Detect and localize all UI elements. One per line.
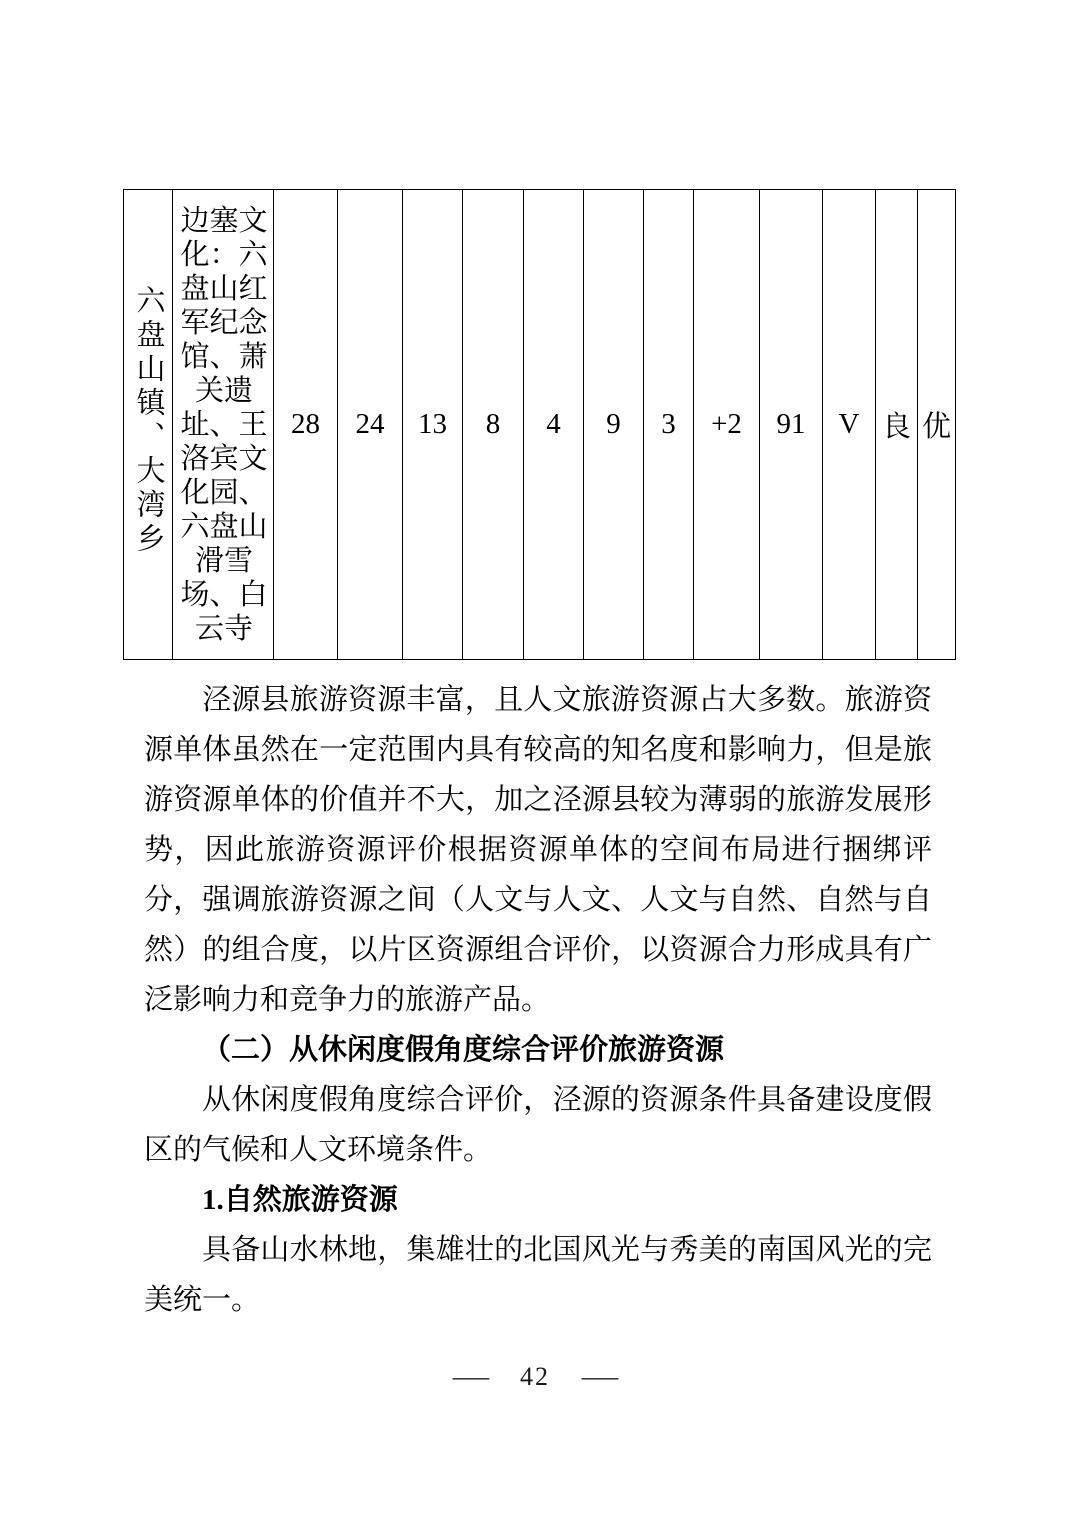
table-row [124, 190, 956, 660]
paragraph-leisure-evaluation: 从休闲度假角度综合评价，泾源的资源条件具备建设度假区的气候和人文环境条件。 [144, 1084, 932, 1166]
score-cell: 4 [524, 190, 584, 660]
tourism-resource-evaluation-table [123, 189, 956, 660]
score-cell: 13 [403, 190, 463, 660]
document-body [144, 661, 932, 1325]
paragraph-resource-evaluation: 泾源县旅游资源丰富，且人文旅游资源占大多数。旅游资源单体虽然在一定范围内具有较高的知名度和影响力，但是旅游资源单体的价值并不大，加之泾源县较为薄弱的旅游发展形势，因此旅游资源评价根据资源单体的空间布局进行捆绑评分，强调旅游资源之间（人文与人文、人文与自然、自然与自然）的组合度，以片区资源组合评价，以资源合力形成具有广泛影响力和竞争力的旅游产品。 [144, 684, 932, 1016]
page-footer [0, 1362, 1070, 1392]
score-cell: +2 [694, 190, 760, 660]
score-cell: 3 [644, 190, 694, 660]
page-number: 42 [520, 1362, 550, 1391]
total-score-cell: 91 [760, 190, 823, 660]
rating-cell: 良 [876, 190, 918, 660]
rating-cell: 优 [918, 190, 956, 660]
score-cell: 8 [463, 190, 524, 660]
paragraph-natural-resources: 具备山水林地，集雄壮的北国风光与秀美的南国风光的完美统一。 [144, 1234, 932, 1316]
section-heading-leisure-evaluation: （二）从休闲度假角度综合评价旅游资源 [202, 1034, 725, 1066]
resource-list-cell: 边塞文化：六盘山红军纪念馆、萧关遗址、王洛宾文化园、六盘山滑雪场、白云寺 [173, 190, 274, 660]
region-name-vertical-text: 六盘山镇、大湾乡 [132, 284, 165, 557]
score-cell: 28 [274, 190, 338, 660]
subsection-heading-natural-resources: 1.自然旅游资源 [202, 1184, 398, 1216]
score-cell: 9 [584, 190, 644, 660]
footer-dash-right: — [581, 1362, 618, 1391]
score-cell: 24 [338, 190, 403, 660]
footer-dash-left: — [452, 1362, 489, 1391]
grade-level-cell: V [823, 190, 876, 660]
region-name-cell [124, 190, 173, 660]
